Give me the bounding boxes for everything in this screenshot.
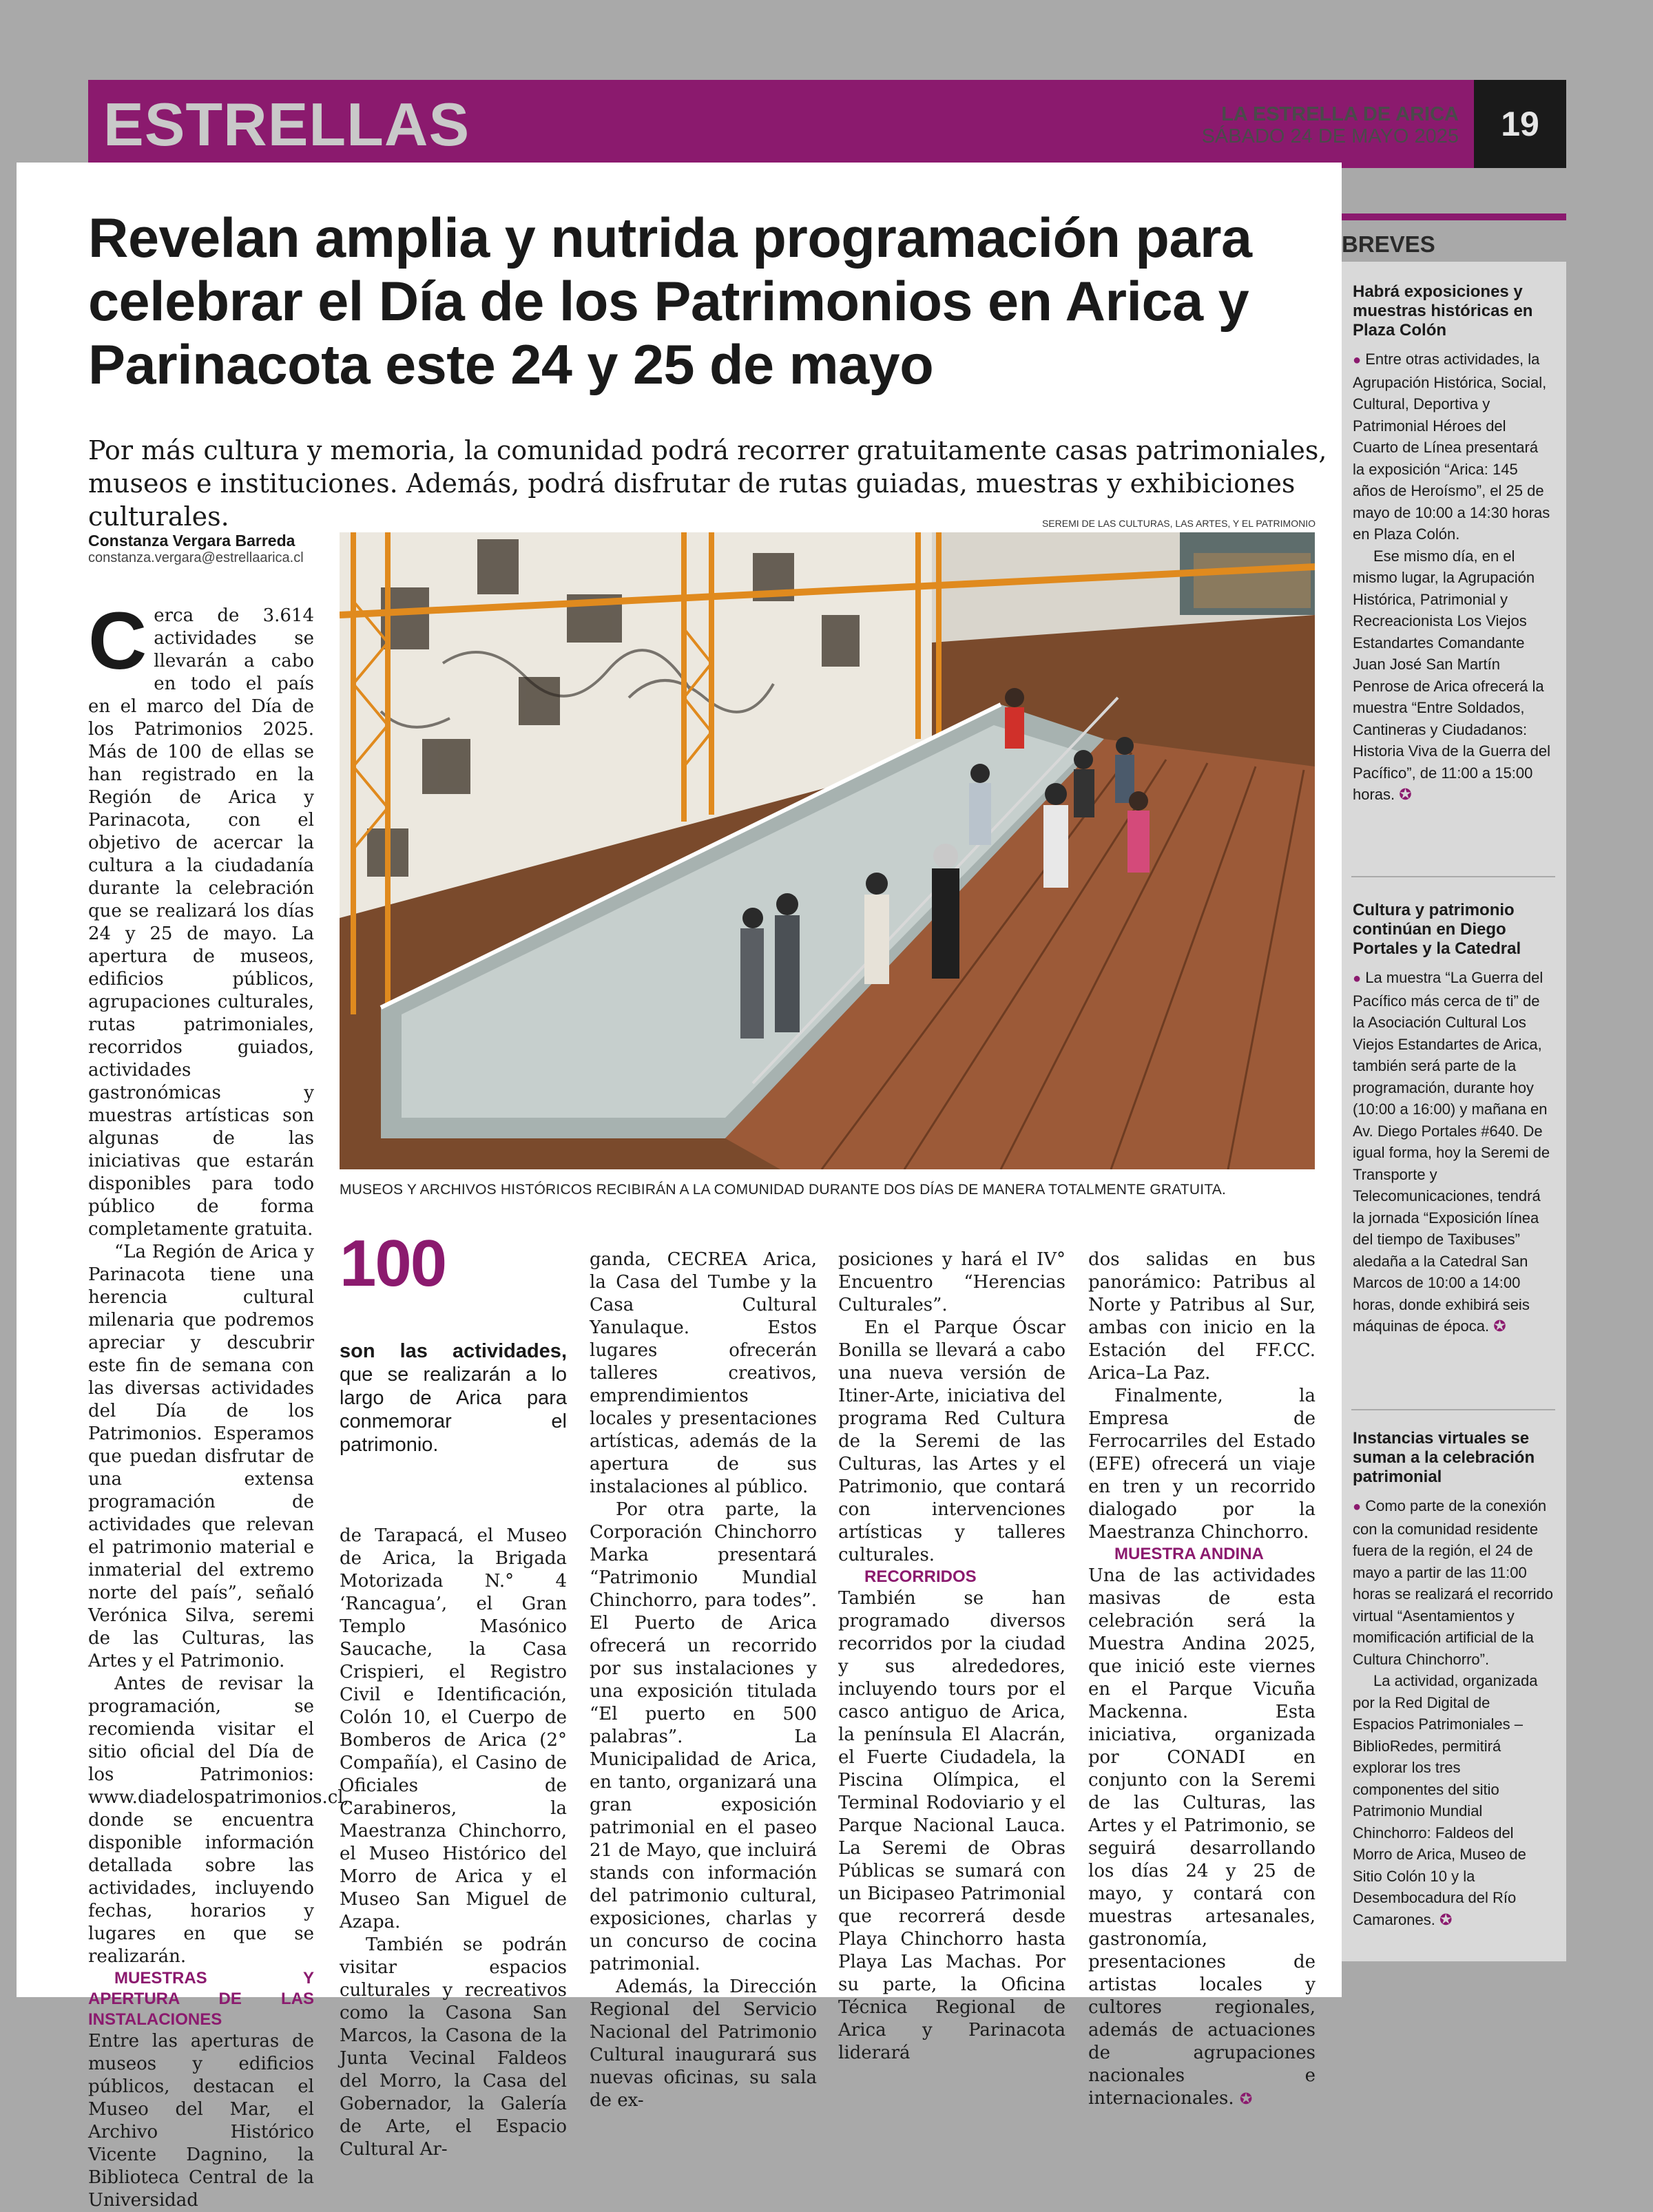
brief-text: Como parte de la conexión con la comunidad residente fuera de la región, el 24 de mayo a partir de las 11:00 horas se realizará el recorrido virtual “Asentamientos y momificación artificial de la Cultura Chinchorro”.	[1353, 1497, 1554, 1668]
museum-photo-illustration	[340, 532, 1315, 1169]
section-name: ESTRELLAS	[103, 90, 470, 158]
brief-text: Entre otras actividades, la Agrupación Histórica, Social, Cultural, Deportiva y Patrimonial Héroes del Cuarto de Línea presentará la exposición “Arica: 145 años de Heroísmo”, el 25 de mayo de 10:00 a 14:30 horas en Plaza Colón.	[1353, 351, 1550, 543]
deck: Por más cultura y memoria, la comunidad podrá recorrer gratuitamente casas patrimoniales, museos e instituciones. Además, podrá disfrutar de rutas guiadas, muestras y exhibiciones culturales.	[88, 435, 1327, 532]
end-mark-icon: ✪	[1439, 1911, 1453, 1929]
brief-divider	[1351, 876, 1555, 877]
article-column-2	[340, 1525, 567, 2161]
paragraph: También se han programado diversos recorridos por la ciudad y sus alrededores, incluyendo tours por el casco antiguo de Arica, la península El Alacrán, el Fuerte Ciudadela, la Piscina Olímpica, el Terminal Rodoviario y el Parque Nacional Lauca. La Seremi de Obras Públicas se sumará con un Bicipaseo Patrimonial que recorrerá desde Playa Chinchorro hasta Playa Las Machas. Por su parte, la Oficina Técnica Regional de Arica y Parinacota liderará	[838, 1588, 1065, 2063]
paragraph: Entre las aperturas de museos y edificios públicos, destacan el Museo del Mar, el Archivo Histórico Vicente Dagnino, la Biblioteca Central de la Universidad	[88, 2031, 314, 2211]
paper-date: SÁBADO 24 DE MAYO 2025	[1201, 125, 1459, 147]
paragraph: En el Parque Óscar Bonilla se llevará a cabo una nueva versión de Itiner-Arte, iniciativa del programa Red Cultura de la Seremi de las Culturas, las Artes y el Patrimonio, que contará con intervenciones artísticas y talleres culturales.	[838, 1317, 1065, 1565]
paragraph: Además, la Dirección Regional del Servicio Nacional del Patrimonio Cultural inaugurará sus nuevas oficinas, su sala de ex-	[590, 1976, 817, 2111]
bullet-icon: ●	[1353, 353, 1362, 368]
brief-divider	[1351, 1409, 1555, 1410]
author: Constanza Vergara Barreda	[88, 532, 295, 550]
subhead-muestra-andina: MUESTRA ANDINA	[1114, 1545, 1264, 1563]
headline: Revelan amplia y nutrida programación para celebrar el Día de los Patrimonios en Arica y Parinacota este 24 y 25 de mayo	[88, 207, 1252, 396]
brief-heading: Instancias virtuales se suman a la celebración patrimonial	[1353, 1429, 1535, 1486]
brief-item	[1353, 901, 1554, 1338]
article-column-4	[838, 1249, 1065, 2065]
sidebar-topline	[1342, 213, 1566, 220]
sidebar-title: BREVES	[1342, 231, 1435, 257]
stat-text	[340, 1339, 567, 1457]
dropcap: C	[88, 596, 147, 687]
museum-photo	[340, 532, 1315, 1169]
subhead-muestras: MUESTRAS Y APERTURA DE LAS INSTALACIONES	[88, 1969, 314, 2029]
paragraph: Por otra parte, la Corporación Chinchorro Marka presentará “Patrimonio Mundial Chinchorro, para todes”. El Puerto de Arica ofrecerá un recorrido por sus instalaciones y una exposición titulada “El puerto en 500 palabras”. La Municipalidad de Arica, en tanto, organizará una gran exposición patrimonial en el paseo 21 de Mayo, que incluirá stands con información del patrimonio cultural, exposiciones, charlas y un concurso de cocina patrimonial.	[590, 1499, 817, 1974]
article-column-5	[1088, 1249, 1316, 2111]
masthead	[1202, 103, 1459, 147]
paragraph: erca de 3.614 actividades se llevarán a cabo en todo el país en el marco del Día de los Patrimonios 2025. Más de 100 de ellas se han registrado en la Región de Arica y Parinacota, con el objetivo de acercar la cultura a la ciudadanía durante la celebración que se realizará los días 24 y 25 de mayo. La apertura de museos, edificios públicos, agrupaciones culturales, rutas patrimoniales, recorridos guiados, actividades gastronómicas y muestras artísticas son algunas de las iniciativas que estarán disponibles para todo público de forma completamente gratuita.	[88, 605, 314, 1240]
paragraph: Una de las actividades masivas de esta celebración será la Muestra Andina 2025, que inició este viernes en el Parque Vicuña Mackenna. Esta iniciativa, organizada por CONADI en conjunto con la Seremi de las Culturas, las Artes y el Patrimonio, se seguirá desarrollando los días 24 y 25 de mayo, y contará con muestras artesanales, gastronomía, presentaciones de artistas locales y cultores regionales, además de actuaciones de agrupaciones nacionales e internacionales.	[1088, 1565, 1316, 2109]
brief-item	[1353, 1429, 1554, 1931]
author-email: constanza.vergara@estrellaarica.cl	[88, 550, 304, 565]
paragraph: posiciones y hará el IV° Encuentro “Herencias Culturales”.	[838, 1249, 1065, 1315]
paragraph: ganda, CECREA Arica, la Casa del Tumbe y la Casa Cultural Yanulaque. Estos lugares ofrecerán talleres creativos, emprendimientos locales y presentaciones artísticas, además de la apertura de sus instalaciones al público.	[590, 1249, 817, 1497]
brief-heading: Habrá exposiciones y muestras históricas en Plaza Colón	[1353, 282, 1533, 340]
article-column-3	[590, 1249, 817, 2112]
brief-text: La actividad, organizada por la Red Digital de Espacios Patrimoniales – BiblioRedes, permitirá explorar los tres componentes del sitio Patrimonio Mundial Chinchorro: Faldeos del Morro de Arica, Museo de Sitio Colón 10 y la Desembocadura del Río Camarones.	[1353, 1672, 1538, 1928]
paragraph: También se podrán visitar espacios culturales y recreativos como la Casona San Marcos, la Casona de la Junta Vecinal Faldeos del Morro, la Casa del Gobernador, la Galería de Arte, el Espacio Cultural Ar-	[340, 1934, 567, 2160]
paper-name: LA ESTRELLA DE ARICA	[1221, 103, 1459, 125]
article-column-1	[88, 596, 349, 2212]
bullet-icon: ●	[1353, 1499, 1362, 1514]
photo-caption: MUSEOS Y ARCHIVOS HISTÓRICOS RECIBIRÁN A LA COMUNIDAD DURANTE DOS DÍAS DE MANERA TOTALMENTE GRATUITA.	[340, 1182, 1227, 1198]
stat-rest: que se realizarán a lo largo de Arica para conmemorar el patrimonio.	[340, 1364, 567, 1456]
paragraph: Antes de revisar la programación, se recomienda visitar el sitio oficial del Día de los Patrimonios: www.diadelospatrimonios.cl, donde se encuentra disponible información detallada sobre las actividades, incluyendo fechas, horarios y lugares en que se realizarán.	[88, 1673, 349, 1967]
bullet-icon: ●	[1353, 971, 1362, 986]
page-number: 19	[1474, 80, 1566, 168]
brief-text: La muestra “La Guerra del Pacífico más cerca de ti” de la Asociación Cultural Los Viejos Estandartes de Arica, también será parte de la programación, durante hoy (10:00 a 16:00) y mañana en Av. Diego Portales #640. De igual forma, hoy la Seremi de Transporte y Telecomunicaciones, tendrá la jornada “Exposición línea del tiempo de Taxibuses” aledaña a la Catedral San Marcos de 10:00 a 14:00 horas, donde exhibirá seis máquinas de época.	[1353, 969, 1550, 1335]
paragraph: dos salidas en bus panorámico: Patribus al Norte y Patribus al Sur, ambas con inicio en la Estación del FF.CC. Arica–La Paz.	[1088, 1249, 1316, 1384]
paragraph: “La Región de Arica y Parinacota tiene una herencia cultural milenaria que podremos apreciar y descubrir este fin de semana con las diversas actividades del Día de los Patrimonios. Esperamos que puedan disfrutar de una extensa programación de actividades que relevan el patrimonio material e inmaterial del extremo norte del país”, señaló Verónica Silva, seremi de las Culturas, las Artes y el Patrimonio.	[88, 1242, 314, 1671]
subhead-recorridos: RECORRIDOS	[864, 1567, 977, 1586]
byline	[88, 532, 336, 566]
paragraph: de Tarapacá, el Museo de Arica, la Brigada Motorizada N.° 4 ‘Rancagua’, el Gran Templo Masónico Saucache, la Casa Crispieri, el Registro Civil e Identificación, Colón 10, el Cuerpo de Bomberos de Arica (2° Compañía), el Casino de Oficiales de Carabineros, la Maestranza Chinchorro, el Museo Histórico del Morro de Arica y el Museo San Miguel de Azapa.	[340, 1525, 567, 1932]
stat-number: 100	[340, 1227, 446, 1300]
paragraph: Finalmente, la Empresa de Ferrocarriles del Estado (EFE) ofrecerá un viaje en tren y un recorrido dialogado por la Maestranza Chinchorro.	[1088, 1386, 1316, 1543]
stat-lead: son las actividades,	[340, 1340, 567, 1362]
brief-text: Ese mismo día, en el mismo lugar, la Agrupación Histórica, Patrimonial y Recreacionista Los Viejos Estandartes Comandante Juan José San Martín Penrose de Arica ofrecerá la muestra “Entre Soldados, Cantineras y Ciudadanos: Historia Viva de la Guerra del Pacífico”, de 11:00 a 15:00 horas.	[1353, 547, 1550, 803]
brief-heading: Cultura y patrimonio continúan en Diego Portales y la Catedral	[1353, 901, 1521, 958]
end-mark-icon: ✪	[1239, 2091, 1253, 2108]
photo-credit: SEREMI DE LAS CULTURAS, LAS ARTES, Y EL PATRIMONIO	[1041, 518, 1316, 529]
end-mark-icon: ✪	[1399, 786, 1412, 804]
end-mark-icon: ✪	[1493, 1318, 1506, 1335]
brief-item	[1353, 282, 1554, 806]
